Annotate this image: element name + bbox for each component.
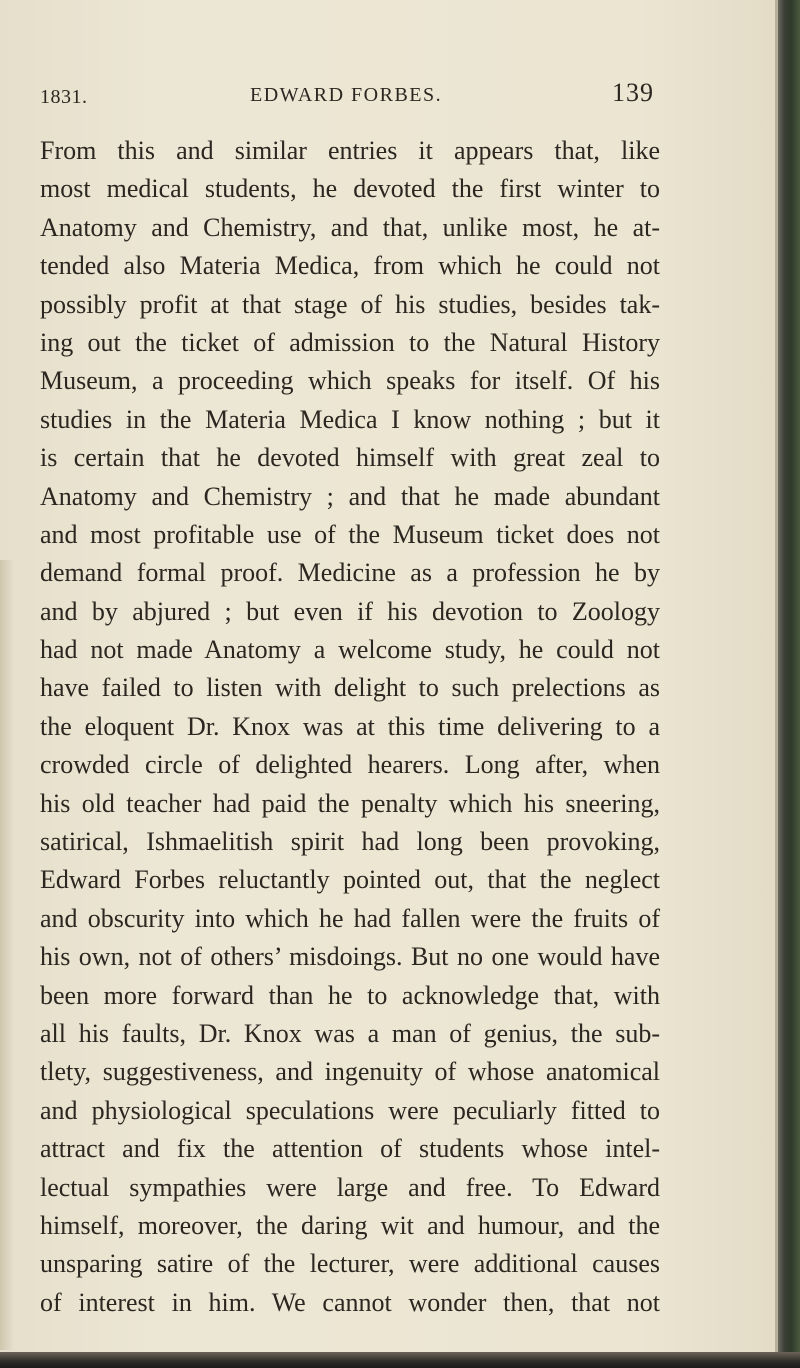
text-line: and by abjured ; but even if his devotion to Zoology xyxy=(40,596,660,626)
running-header xyxy=(40,72,660,112)
text-line: himself, moreover, the daring wit and humour, and the xyxy=(40,1210,660,1240)
text-line: of interest in him. We cannot wonder then, that not xyxy=(40,1287,660,1317)
body-paragraph xyxy=(40,132,660,1322)
text-line: and obscurity into which he had fallen were the fruits of xyxy=(40,903,660,933)
text-line: and most profitable use of the Museum ticket does not xyxy=(40,519,660,549)
header-title: EDWARD FORBES. xyxy=(250,84,443,106)
text-line: had not made Anatomy a welcome study, he could not xyxy=(40,635,660,665)
book-edge-right xyxy=(778,0,800,1368)
text-line: the eloquent Dr. Knox was at this time delivering to a xyxy=(40,711,660,741)
text-line: attract and fix the attention of students whose intel- xyxy=(40,1134,660,1164)
text-line: all his faults, Dr. Knox was a man of genius, the sub- xyxy=(40,1018,660,1048)
text-line: and physiological speculations were peculiarly fitted to xyxy=(40,1095,660,1125)
text-line: his own, not of others’ misdoings. But no one would have xyxy=(40,942,660,972)
text-line: satirical, Ishmaelitish spirit had long been provoking, xyxy=(40,827,660,857)
text-line: lectual sympathies were large and free. To Edward xyxy=(40,1172,660,1202)
header-year: 1831. xyxy=(40,86,88,108)
text-line: tended also Materia Medica, from which he could not xyxy=(40,251,660,281)
book-edge-bottom xyxy=(0,1352,800,1368)
text-line: studies in the Materia Medica I know nothing ; but it xyxy=(40,404,660,434)
text-line: From this and similar entries it appears that, like xyxy=(40,136,660,165)
text-line: most medical students, he devoted the first winter to xyxy=(40,174,660,204)
text-line: unsparing satire of the lecturer, were additional causes xyxy=(40,1249,660,1279)
page-number: 139 xyxy=(612,78,654,107)
text-line: have failed to listen with delight to such prelections as xyxy=(40,673,660,703)
text-line: possibly profit at that stage of his studies, besides tak- xyxy=(40,289,660,319)
text-line: been more forward than he to acknowledge that, with xyxy=(40,980,660,1010)
text-line: is certain that he devoted himself with great zeal to xyxy=(40,443,660,473)
text-line: Edward Forbes reluctantly pointed out, that the neglect xyxy=(40,865,660,895)
text-line: Anatomy and Chemistry ; and that he made abundant xyxy=(40,481,660,511)
text-line: crowded circle of delighted hearers. Long after, when xyxy=(40,750,660,780)
text-line: Anatomy and Chemistry, and that, unlike most, he at- xyxy=(40,212,660,242)
text-line: ing out the ticket of admission to the Natural History xyxy=(40,327,660,357)
text-line: Museum, a proceeding which speaks for itself. Of his xyxy=(40,366,660,396)
page-gutter-shadow xyxy=(0,560,14,1350)
text-line: his old teacher had paid the penalty which his sneering, xyxy=(40,788,660,818)
text-line: demand formal proof. Medicine as a profession he by xyxy=(40,558,660,588)
text-line: tlety, suggestiveness, and ingenuity of whose anatomical xyxy=(40,1057,660,1087)
